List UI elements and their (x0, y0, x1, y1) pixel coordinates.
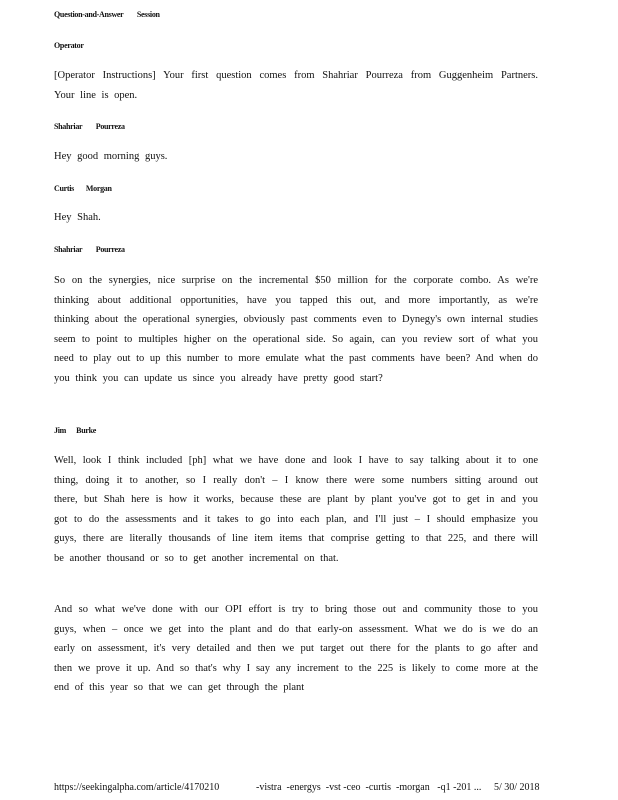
paragraph: Well, look I think included [ph] what we have done and look I have to say talking about it to one thing, doing it to another, so I really don't – I know there were some numbers sitting around out there, but Shah here is how it works, because these are plant by plant you've got to get in and you got to do the assessments and it takes to go into each plan, and I'll just – I should emphasize you guys, there are literally thousands of line item items that comprise getting to that 225, and there will be another thousand or so to get another incremental on that. (54, 455, 538, 564)
paragraph: Hey good morning guys. (54, 151, 168, 162)
speaker-name: Jim Burke (54, 426, 97, 435)
paragraph: So on the synergies, nice surprise on the incremental $50 million for the corporate combo. As we're thinking about additional opportunities, have you tapped this out, and more importantly, as we're thinking about the operational synergies, obviously past comments even to Dynegy's own internal studies seem to point to multiples higher on the operational side. So again, can you review sort of what you need to play out to up this number to more emulate what the past comments have been? And when do you think you can update us since you already have pretty good start? (54, 275, 538, 384)
footer-slug: -vistra -energys -vst -ceo -curtis -morgan -q1 -201 ... (256, 782, 482, 793)
speaker-name: Curtis Morgan (54, 184, 112, 193)
paragraph: [Operator Instructions] Your first question comes from Shahriar Pourreza from Guggenheim Partners. Your line is open. (54, 70, 538, 101)
speaker-name: Shahriar Pourreza (54, 122, 125, 131)
section-title: Question-and-Answer Session (54, 10, 160, 19)
paragraph: Hey Shah. (54, 212, 101, 223)
footer-url: https://seekingalpha.com/article/4170210 (54, 782, 220, 793)
paragraph: And so what we've done with our OPI effort is try to bring those out and community those to you guys, when – once we get into the plant and do that early-on assessment. What we do is we do an early on assessment, it's very detailed and then we put target out there for the plants to go after and then we prove it up. And so that's why I say any increment to the 225 is likely to come more at the end of this year so that we can get through the plant (54, 604, 538, 693)
footer-date: 5/ 30/ 2018 (494, 782, 540, 793)
speaker-name: Operator (54, 41, 84, 50)
speaker-name: Shahriar Pourreza (54, 245, 125, 254)
